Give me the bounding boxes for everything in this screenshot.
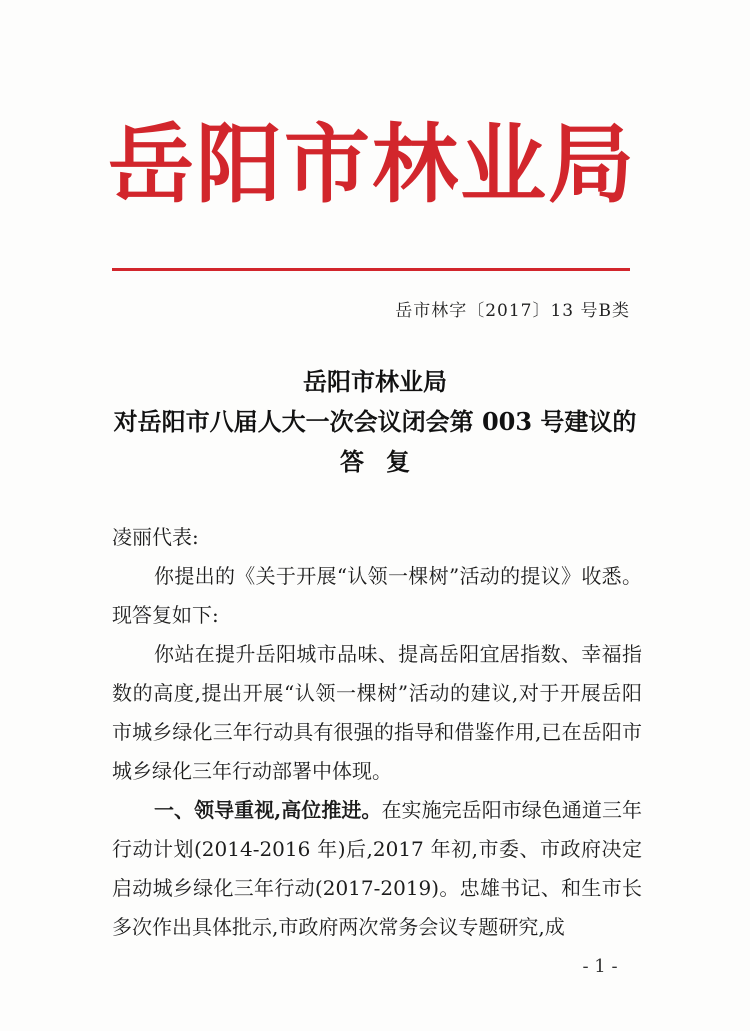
paragraph-3-heading: 一、领导重视,高位推进。: [154, 798, 382, 822]
document-number: 岳市林字〔2017〕13 号B类: [395, 301, 630, 321]
title-line-2: 对岳阳市八届人大一次会议闭会第 003 号建议的: [113, 407, 637, 436]
red-header-rule: [112, 268, 630, 271]
salutation: 凌丽代表:: [112, 525, 199, 549]
document-body: [112, 518, 642, 947]
title-line-3: 答复: [340, 447, 432, 476]
page-number: - 1 -: [582, 956, 618, 977]
paragraph-3-text: 在实施完岳阳市绿色通道三年行动计划(2014-2016 年)后,2017 年初,市委、市政府决定启动城乡绿化三年行动(2017-2019)。忠雄书记、和生市长多次作出具体批示,市政府两次常务会议专题研究,成: [112, 798, 642, 939]
paragraph-1: 你提出的《关于开展“认领一棵树”活动的提议》收悉。现答复如下:: [112, 564, 642, 627]
paragraph-3: [112, 791, 642, 947]
paragraph-2: 你站在提升岳阳城市品味、提高岳阳宜居指数、幸福指数的高度,提出开展“认领一棵树”活动的建议,对于开展岳阳市城乡绿化三年行动具有很强的指导和借鉴作用,已在岳阳市城乡绿化三年行动部署中体现。: [112, 642, 642, 783]
document-title: [60, 362, 690, 482]
masthead-org-name: 岳阳市林业局: [108, 114, 636, 215]
title-line-1: 岳阳市林业局: [303, 367, 447, 396]
